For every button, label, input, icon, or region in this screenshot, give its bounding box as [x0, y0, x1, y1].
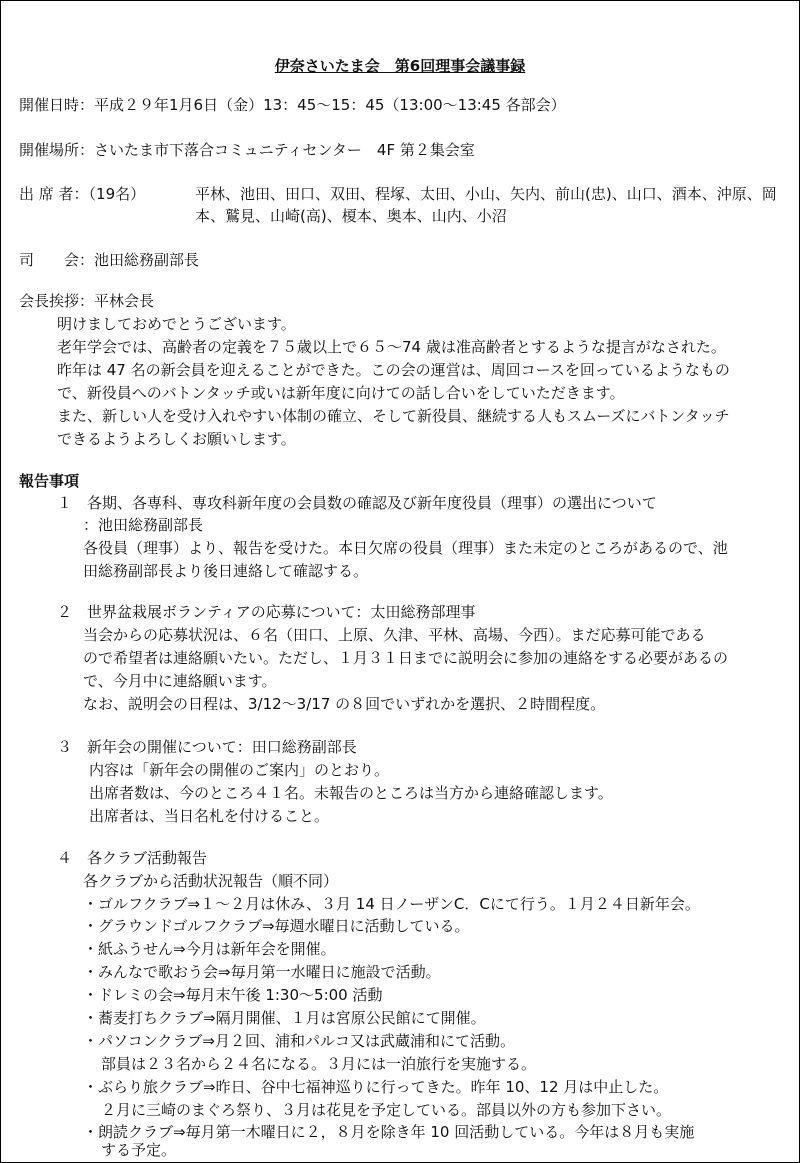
reports-heading: 報告事項	[19, 472, 80, 490]
report-1-title: １ 各期、各専科、専攻科新年度の会員数の確認及び新年度役員（理事）の選出について	[57, 494, 657, 512]
report-1-presenter: ：池田総務副部長	[83, 516, 204, 534]
list-item: 部員は２３名から２４名になる。３月には一泊旅行を実施する。	[101, 1055, 537, 1073]
report-1-line: 各役員（理事）より、報告を受けた。本日欠席の役員（理事）また未定のところがあるので、池	[83, 539, 728, 557]
report-2-line: ので希望者は連絡願いたい。ただし、１月３１日までに説明会に参加の連絡をする必要があるの	[83, 649, 729, 667]
list-item: ・ぶらり旅クラブ⇒昨日、谷中七福神巡りに行ってきた。昨年 10、12 月は中止した。	[83, 1078, 669, 1096]
report-4-title: ４ 各クラブ活動報告	[57, 849, 208, 867]
document-title: 伊奈さいたま会 第6回理事会議事録	[274, 57, 526, 75]
attendees-names: 平林、池田、田口、双田、程塚、太田、小山、矢内、前山(忠)、山口、酒本、沖原、岡本、鷲見、山崎(高)、榎本、奥本、山内、小沼	[195, 185, 777, 225]
list-item: ・ゴルフクラブ⇒１～２月は休み、３月 14 日ノーザンC．Cにて行う。１月２４日新年会。	[83, 895, 700, 913]
list-item: ・みんなで歌おう会⇒毎月第一水曜日に施設で活動。	[83, 963, 441, 981]
list-item: する予定。	[101, 1141, 177, 1159]
greeting-line: 明けましておめでとうございます。	[57, 315, 296, 333]
report-4-intro: 各クラブから活動状況報告（順不同）	[83, 872, 339, 890]
list-item: ・朗読クラブ⇒毎月第一木曜日に２，８月を除き年 10 回活動している。今年は８月も実施	[83, 1123, 695, 1141]
list-item: ２月に三崎のまぐろ祭り、３月は花見を予定している。部員以外の方も参加下さい。	[101, 1101, 672, 1119]
report-2-line: 当会からの応募状況は、６名（田口、上原、久津、平林、高場、今西）。まだ応募可能である	[83, 626, 706, 644]
list-item: ・ドレミの会⇒毎月末午後 1:30～5:00 活動	[83, 986, 383, 1004]
greeting-line: で、新役員へのバトンタッチ或いは新年度に向けての話し合いをしていただきます。	[57, 384, 625, 402]
attendees-label: 出 席 者：（19名）	[19, 185, 146, 203]
list-item: ・蕎麦打ちクラブ⇒隔月開催、１月は宮原公民館にて開催。	[83, 1009, 486, 1027]
report-3-line: 出席者数は、今のところ４１名。未報告のところは当方から連絡確認します。	[89, 784, 613, 802]
greeting-heading: 会長挨拶：平林会長	[19, 292, 155, 310]
report-3-line: 出席者は、当日名札を付けること。	[89, 807, 330, 825]
meeting-date: 開催日時：平成２９年1月6日（金）13：45～15：45（13:00～13:45 各部会）	[19, 96, 566, 114]
meeting-place: 開催場所：さいたま市下落合コミュニティセンター 4F 第２集会室	[19, 141, 475, 159]
report-3-title: ３ 新年会の開催について：田口総務副部長	[57, 738, 357, 756]
list-item: ・パソコンクラブ⇒月２回、浦和パルコ又は武蔵浦和にて活動。	[83, 1032, 515, 1050]
list-item: ・紙ふうせん⇒今月は新年会を開催。	[83, 940, 336, 958]
chairperson: 司 会：池田総務副部長	[19, 251, 200, 269]
greeting-line: また、新しい人を受け入れやすい体制の確立、そして新役員、継続する人もスムーズにバトンタッチ	[57, 407, 730, 425]
report-3-line: 内容は「新年会の開催のご案内」のとおり。	[89, 761, 390, 779]
greeting-line: できるようよろしくお願いします。	[57, 430, 296, 448]
report-2-line: なお、説明会の日程は、3/12～3/17 の８回でいずれかを選択、２時間程度。	[83, 695, 606, 713]
greeting-line: 老年学会では、高齢者の定義を７５歳以上で６５～74 歳は准高齢者とするような提言がなされた。	[57, 338, 726, 356]
list-item: ・グラウンドゴルフクラブ⇒毎週水曜日に活動している。	[83, 917, 470, 935]
report-2-title: ２ 世界盆栽展ボランティアの応募について：太田総務部理事	[57, 603, 476, 621]
report-2-line: で、今月中に連絡願います。	[83, 672, 277, 690]
greeting-line: 昨年は 47 名の新会員を迎えることができた。この会の運営は、周回コースを回っているようなもの	[57, 361, 730, 379]
report-1-line: 田総務副部長より後日連絡して確認する。	[83, 562, 369, 580]
